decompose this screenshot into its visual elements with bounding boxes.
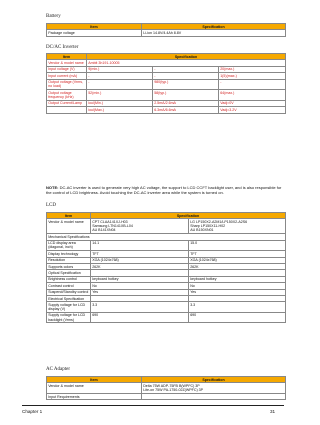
inverter-spec-cell: - <box>153 73 219 79</box>
inverter-item-cell: Output voltage frequency (kHz) <box>47 90 87 101</box>
cell-line: XGA (1024x768) <box>190 258 217 263</box>
cell-line: keyboard hotkey <box>92 277 119 282</box>
table-row <box>47 107 286 113</box>
lcd-item-cell: Supply voltage for LCD backlight (Vrms) <box>47 312 91 323</box>
cell-line: 262K <box>92 264 101 269</box>
inverter-spec-cell: 2.5mA/2.6mA <box>153 100 219 106</box>
cell-line: Yes <box>190 290 197 295</box>
footer-divider <box>22 405 284 406</box>
lcd-item-cell: Brightness control <box>47 276 91 282</box>
battery-heading: Battery <box>46 14 61 19</box>
lcd-table <box>46 212 286 323</box>
table-row <box>47 30 286 36</box>
cell-line: AU B141XN04 <box>92 228 116 233</box>
lcd-item-cell: Suspend/Standby control <box>47 289 91 295</box>
inverter-spec-cell: Vadj=0V <box>219 100 286 106</box>
inverter-spec-cell: 58(typ.) <box>153 90 219 101</box>
footer-page-number: 31 <box>270 409 276 414</box>
table-row <box>47 393 286 399</box>
cell-line: 262K <box>190 264 199 269</box>
lcd-heading: LCD <box>46 203 56 208</box>
inverter-spec-cell: ioul(Max.) <box>87 107 153 113</box>
battery-item-cell: Package voltage <box>47 30 142 36</box>
lcd-item-cell: Contrast control <box>47 283 91 289</box>
inverter-heading: DC/AC Inverter <box>46 45 79 50</box>
table-row <box>47 302 286 313</box>
cell-line: Sharp LP150X11-H02 <box>190 224 226 229</box>
inverter-spec-cell: ioul(Min.) <box>87 100 153 106</box>
inverter-item-cell: Input current (mA) <box>47 73 87 79</box>
inverter-spec-cell: 6.3mA/6.6mA <box>153 107 219 113</box>
lcd-spec-header: Specification <box>91 213 286 219</box>
cell-line: LG LP150X2-A2M1/LP150X2-A2S6 <box>190 219 248 224</box>
inverter-spec-cell: - <box>219 79 286 90</box>
inverter-spec-cell: 1(5)(max.) <box>219 73 286 79</box>
table-row <box>47 79 286 90</box>
cell-line: TFT <box>190 251 197 256</box>
ac-spec-cell <box>142 383 286 394</box>
ac-spec-cell <box>142 393 286 399</box>
lcd-spec-cell <box>189 240 286 251</box>
lcd-spec-cell <box>189 302 286 313</box>
cell-line: 690 <box>190 313 197 318</box>
inverter-spec-header: Specification <box>87 54 286 60</box>
battery-item-header: Item <box>47 24 142 30</box>
cell-line: TFT <box>92 251 99 256</box>
table-row <box>47 312 286 323</box>
ac-spec-header: Specification <box>142 377 286 383</box>
inverter-item-header: Item <box>47 54 87 60</box>
lcd-item-cell: Supports colors <box>47 263 91 269</box>
cell-line: Delta 75W ADP-75FB B(WPFC) 3P <box>143 383 200 388</box>
cell-line: keyboard hotkey <box>190 277 217 282</box>
ac-table <box>46 376 286 400</box>
inverter-item-cell: Output Current/Lamp <box>47 100 87 106</box>
cell-line: Samsung LTN141XB-L04 <box>92 224 133 229</box>
cell-line: 690 <box>92 313 99 318</box>
cell-line: Lite-on 75W PA-1750-02Z(WPFC) 3P <box>143 388 204 393</box>
battery-table <box>46 23 286 37</box>
lcd-item-cell: Display technology <box>47 251 91 257</box>
lcd-item-cell: Resolution <box>47 257 91 263</box>
cell-line: XGA (1024x768) <box>92 258 119 263</box>
inverter-spec-cell: - <box>87 73 153 79</box>
battery-spec-cell: Li-ion 14.8V/4.4Ah 8.8V <box>142 30 286 36</box>
cell-line: Yes <box>92 290 99 295</box>
inverter-item-cell: Vendor & model name <box>47 60 87 66</box>
cell-line: No <box>190 283 195 288</box>
inverter-note <box>46 185 286 195</box>
table-row <box>47 90 286 101</box>
cell-line: 15.0 <box>190 241 198 246</box>
inverter-spec-cell: 9(min.) <box>87 66 153 72</box>
inverter-table <box>46 53 286 114</box>
inverter-item-cell <box>47 107 87 113</box>
table-row <box>47 240 286 251</box>
ac-item-header: Item <box>47 377 142 383</box>
cell-line: No <box>92 283 97 288</box>
inverter-spec-cell: - <box>153 66 219 72</box>
note-text: DC-AC inverter is used to generate very high AC voltage, the support to LCD CCFT backlight user, and is also responsible for the control of LCD brightness. Avoid touching the DC-AC inverter area while the system is turned on. <box>46 185 282 195</box>
inverter-spec-cell: Vadj=3.2V <box>219 107 286 113</box>
inverter-spec-cell: 52(min.) <box>87 90 153 101</box>
lcd-item-cell: Electrical Specification <box>47 295 91 301</box>
lcd-item-cell: LCD display area (diagonal, inch) <box>47 240 91 251</box>
ac-item-cell: Vendor & model name <box>47 383 142 394</box>
lcd-item-cell: Supply voltage for LCD display (V) <box>47 302 91 313</box>
battery-spec-header: Specification <box>142 24 286 30</box>
inverter-spec-cell: - <box>87 79 153 90</box>
inverter-spec-cell: 980(typ.) <box>153 79 219 90</box>
ac-heading: AC Adapter <box>46 367 71 372</box>
cell-line: AU B150XN01 <box>190 228 214 233</box>
lcd-spec-cell <box>189 219 286 234</box>
cell-line: 14.1 <box>92 241 100 246</box>
lcd-spec-cell <box>91 219 189 234</box>
cell-line: CPT CLAA141XJ-H03 <box>92 219 128 224</box>
lcd-item-cell: Mechanical Specifications <box>47 234 286 240</box>
cell-line: 3.3 <box>92 302 98 307</box>
footer-chapter: Chapter 1 <box>22 409 43 414</box>
lcd-spec-cell <box>91 302 189 313</box>
lcd-spec-cell <box>91 240 189 251</box>
lcd-item-header: Item <box>47 213 91 219</box>
lcd-spec-cell <box>189 312 286 323</box>
inverter-item-cell: Output voltage (Vrms, no load) <box>47 79 87 90</box>
ac-item-cell: Input Requirements <box>47 393 142 399</box>
inverter-spec-cell: 20(max.) <box>219 66 286 72</box>
inverter-spec-cell: Ambit 3h191-10005 <box>87 60 286 66</box>
inverter-spec-cell: 64(max.) <box>219 90 286 101</box>
lcd-item-cell: Optical Specification <box>47 270 91 276</box>
note-label: NOTE: <box>46 185 59 190</box>
table-row <box>47 383 286 394</box>
lcd-item-cell: Vendor & model name <box>47 219 91 234</box>
lcd-spec-cell <box>91 312 189 323</box>
table-row <box>47 219 286 234</box>
cell-line: 3.3 <box>190 302 196 307</box>
inverter-item-cell: Input voltage (V) <box>47 66 87 72</box>
